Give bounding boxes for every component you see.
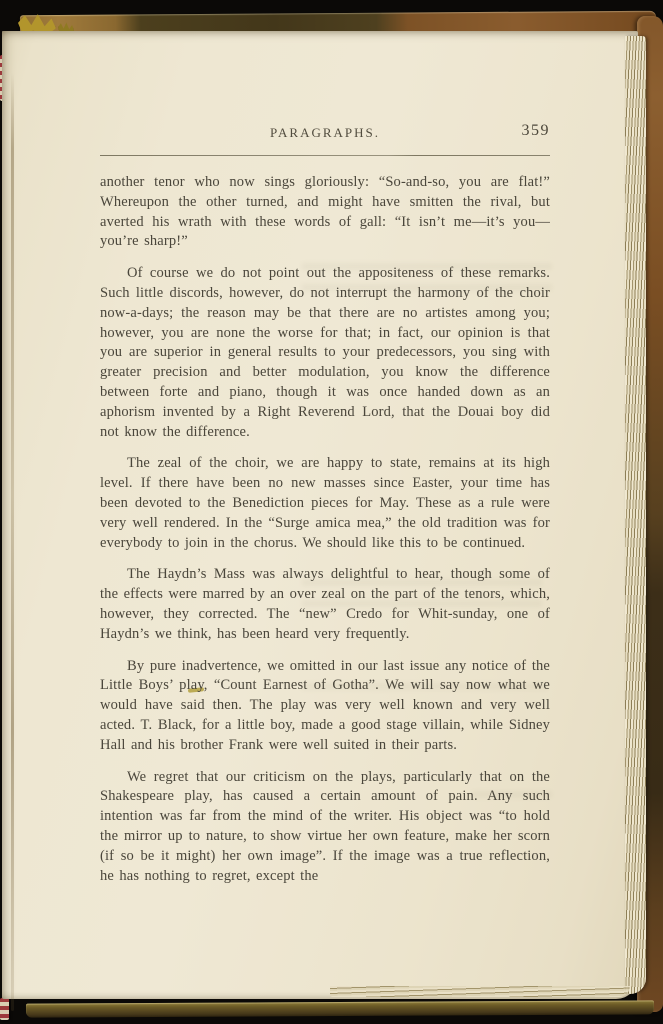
header-rule: [100, 155, 550, 156]
paragraph-3: The zeal of the choir, we are happy to state, remains at its high level. If there have been no new masses since Easter, your time has been devoted to the Benediction pieces for May. These as a rule were very well rendered. In the “Surge amica mea,” the old tradition was for everybody to join in the chorus. We should like this to be continued.: [100, 455, 550, 551]
page-gutter-crease: [11, 73, 14, 1011]
running-head-title: PARAGRAPHS.: [269, 125, 381, 140]
paragraph-1: another tenor who now sings gloriously: “So-and-so, you are flat!” Whereupon the other turned, and might have smitten the rival, but averted his wrath with these words of gall: “It isn’t me—it’s you—you’re sharp!”: [100, 174, 550, 250]
page-header: [100, 124, 550, 142]
paragraph-4: The Haydn’s Mass was always delightful to hear, though some of the effects were marred by an over zeal on the part of the tenors, which, however, they corrected. The “new” Credo for Whit-sunday, one of Haydn’s we think, has been heard very frequently.: [100, 566, 550, 642]
printed-text-block: [100, 124, 550, 886]
paragraph-2: Of course we do not point out the appositeness of these remarks. Such little discords, however, do not interrupt the harmony of the choir now-a-days; the reason may be that there are no artistes among you; however, you are none the worse for that; in fact, our opinion is that you are superior in general results to your predecessors, you sing with greater precision and better modulation, you know the difference between forte and piano, though it was once handed down as an aphorism invented by a Right Reverend Lord, that the Douai boy did not know the difference.: [100, 265, 550, 440]
paragraph-5: By pure inadvertence, we omitted in our last issue any notice of the Little Boys’ play, “Count Earnest of Gotha”. We will say now what we would have said then. The play was very well known and very well acted. T. Black, for a little boy, made a good stage villain, while Sidney Hall and his brother Frank were well suited in their parts.: [100, 657, 550, 753]
page-edge-stack-right: [625, 36, 646, 994]
page-edge-stack-bottom: [330, 986, 630, 997]
book-cover-bottom-edge: [26, 1000, 654, 1017]
page-number: 359: [521, 122, 550, 139]
body-text: [100, 173, 550, 886]
paragraph-6: We regret that our criticism on the plays, particularly that on the Shakespeare play, has caused a certain amount of pain. Any such intention was far from the mind of the writer. His object was “to hold the mirror up to nature, to show virtue her own feature, make her scorn (if so be it might) her own image”. If the image was a true reflection, he has nothing to regret, except the: [100, 768, 550, 884]
headband-bottom: [0, 998, 9, 1020]
